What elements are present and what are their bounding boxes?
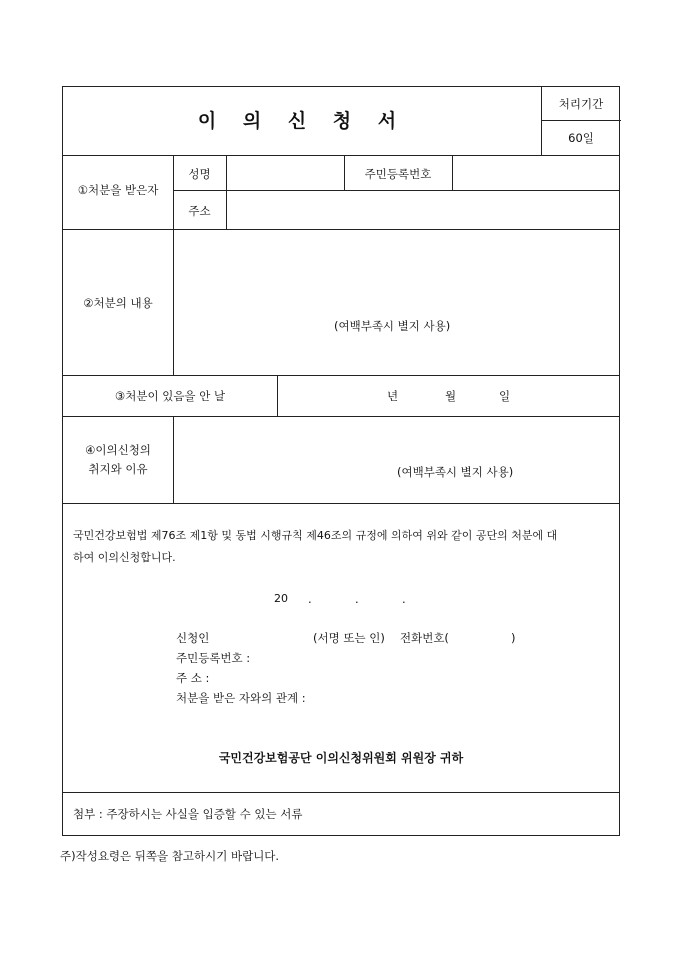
- phone-close: ): [511, 631, 516, 645]
- section2-note: (여백부족시 별지 사용): [334, 319, 451, 333]
- signature-label: (서명 또는 인): [313, 631, 385, 645]
- appeal-form: [62, 86, 620, 836]
- divider: [277, 375, 278, 416]
- rrn-label: 주민등록번호: [364, 167, 432, 181]
- recipient-line: 국민건강보험공단 이의신청위원회 위원장 귀하: [218, 751, 464, 765]
- applicant-rrn-label: 주민등록번호 :: [176, 651, 251, 665]
- declaration-line2: 하여 이의신청합니다.: [73, 551, 176, 564]
- applicant-relation-label: 처분을 받은 자와의 관계 :: [176, 691, 306, 705]
- name-label: 성명: [188, 167, 211, 181]
- section2-label: ②처분의 내용: [83, 296, 153, 310]
- date-dot: .: [402, 592, 406, 606]
- divider: [541, 120, 621, 121]
- divider: [173, 190, 619, 191]
- divider: [63, 229, 619, 230]
- date-year: 20: [274, 592, 288, 605]
- processing-period-label: 처리기간: [558, 97, 604, 111]
- section3-label: ③처분이 있음을 안 날: [114, 389, 226, 403]
- declaration-line1: 국민건강보험법 제76조 제1항 및 동법 시행규칙 제46조의 규정에 의하여 위와 같이 공단의 처분에 대: [73, 529, 558, 542]
- footnote: 주)작성요령은 뒤쪽을 참고하시기 바랍니다.: [60, 849, 280, 863]
- date-dot: .: [308, 592, 312, 606]
- divider: [63, 375, 619, 376]
- section1-label: ①처분을 받은자: [77, 183, 159, 197]
- day-label: 일: [499, 389, 511, 403]
- rrn-field[interactable]: [453, 161, 613, 189]
- processing-period-value: 60일: [568, 131, 594, 145]
- address-label: 주소: [188, 204, 211, 218]
- divider: [63, 155, 619, 156]
- disposition-content-field[interactable]: [174, 235, 614, 369]
- month-label: 월: [445, 389, 457, 403]
- form-title: 이 의 신 청 서: [197, 110, 407, 132]
- section4-label-line1: ④이의신청의: [85, 443, 151, 457]
- phone-label: 전화번호(: [400, 631, 449, 645]
- name-field[interactable]: [227, 161, 344, 189]
- applicant-address-label: 주 소 :: [176, 671, 210, 685]
- address-field[interactable]: [227, 195, 613, 225]
- date-dot: .: [355, 592, 359, 606]
- divider: [63, 792, 619, 793]
- attachment-note: 첨부 : 주장하시는 사실을 입증할 수 있는 서류: [73, 807, 303, 821]
- applicant-name-label: 신청인: [176, 631, 210, 645]
- divider: [63, 416, 619, 417]
- reason-field[interactable]: [174, 421, 614, 498]
- year-label: 년: [387, 389, 399, 403]
- section4-label-line2: 취지와 이유: [88, 462, 148, 476]
- section4-note: (여백부족시 별지 사용): [397, 465, 514, 479]
- divider: [63, 503, 619, 504]
